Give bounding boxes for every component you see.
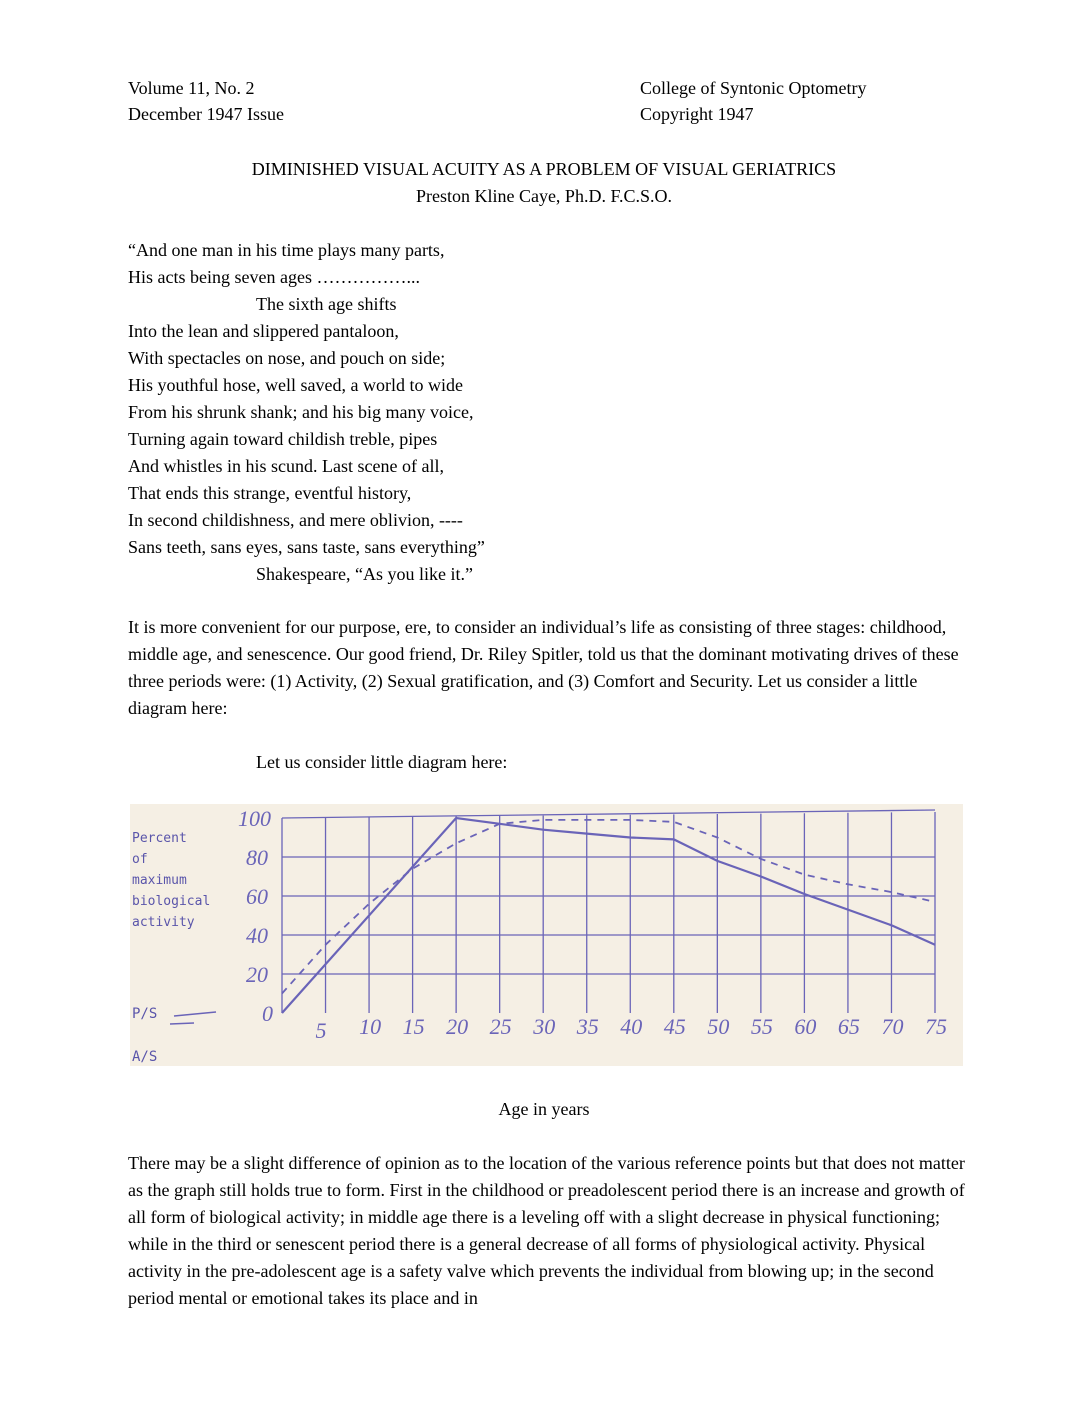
intro-paragraph: It is more convenient for our purpose, ere, to consider an individual’s life as consisting of three stages: childhood, middle age, and senescence. Our good friend, Dr. Riley Spitler, told us that the dominant motivating drives of these three periods were: (1) Activity, (2) Sexual gratification, and (3) Comfort and Security. Let us consider a little diagram here: [128,617,959,718]
article-author: Preston Kline Caye, Ph.D. F.C.S.O. [415,186,673,206]
ylabel-line: activity [132,915,195,930]
x-tick-label: 75 [925,1014,947,1039]
legend-dash-line [170,1023,194,1024]
discussion-paragraph: There may be a slight difference of opinion as to the location of the various reference points but that does not matter as the graph still holds true to form. First in the childhood or preadolescent period there is an increase and growth of all form of biological activity; in middle age there is a leveling off with a slight decrease in physical functioning; while in the third or senescent period there is a general decrease of all forms of physiological activity. Physical activity in the pre-adolescent age is a safety valve which prevents the individual from blowing up; in the second period mental or emotional takes its place and in [128,1153,965,1308]
y-tick-label: 60 [246,884,268,909]
x-tick-label: 35 [576,1014,599,1039]
ylabel-line: of [132,852,148,867]
activity-chart [130,804,963,1066]
poem-line: From his shrunk shank; and his big many voice, [128,402,474,422]
poem-line: And whistles in his scund. Last scene of all, [128,456,444,476]
poem-line: With spectacles on nose, and pouch on side; [128,348,446,368]
x-tick-label: 30 [533,1014,556,1039]
y-tick-label: 100 [238,806,271,831]
x-tick-label: 50 [707,1014,730,1039]
volume-number: Volume 11, No. 2 [128,78,255,98]
x-tick-label: 40 [620,1014,643,1039]
x-tick-label: 55 [750,1014,773,1039]
ylabel-line: maximum [132,873,187,888]
x-tick-label: 60 [794,1014,817,1039]
x-tick-label: 10 [359,1014,382,1039]
poem-line: That ends this strange, eventful history, [128,483,412,503]
y-tick-label: 0 [262,1001,273,1026]
x-axis-caption: Age in years [498,1099,590,1119]
copyright-line: Copyright 1947 [640,104,754,124]
issue-date: December 1947 Issue [128,104,284,124]
x-tick-label: 70 [881,1014,904,1039]
chart-canvas [130,804,963,1066]
series-line-ps [282,818,935,1013]
poem-line: Sans teeth, sans eyes, sans taste, sans everything” [128,537,485,557]
legend-solid-label: P/S [132,1006,158,1022]
poem-line: His acts being seven ages ……………... [128,267,420,287]
y-tick-label: 40 [246,923,268,948]
x-tick-label: 5 [315,1018,327,1043]
poem-line: Turning again toward childish treble, pipes [128,429,438,449]
poem-line: Into the lean and slippered pantaloon, [128,321,399,341]
x-tick-label: 45 [663,1014,686,1039]
ylabel-line: Percent [132,831,187,846]
poem-line: The sixth age shifts [256,294,397,314]
poem-line: “And one man in his time plays many parts, [128,240,445,260]
x-tick-label: 25 [489,1014,512,1039]
x-tick-label: 15 [402,1014,425,1039]
article-title: DIMINISHED VISUAL ACUITY AS A PROBLEM OF VISUAL GERIATRICS [251,159,837,179]
diagram-intro: Let us consider little diagram here: [256,752,508,772]
y-tick-label: 80 [246,845,268,870]
poem-line: In second childishness, and mere oblivion, ---- [128,510,463,530]
poem-line: His youthful hose, well saved, a world to wide [128,375,463,395]
grid-line-horizontal [282,810,935,818]
ylabel-line: biological [132,894,211,909]
x-tick-label: 65 [837,1014,860,1039]
poem-attribution: Shakespeare, “As you like it.” [256,564,473,584]
poem-quote [128,237,485,588]
x-tick-label: 20 [446,1014,469,1039]
legend-solid-line [174,1012,216,1016]
publisher-name: College of Syntonic Optometry [640,78,867,98]
y-tick-label: 20 [246,962,268,987]
legend-dashed-label: A/S [132,1049,158,1065]
